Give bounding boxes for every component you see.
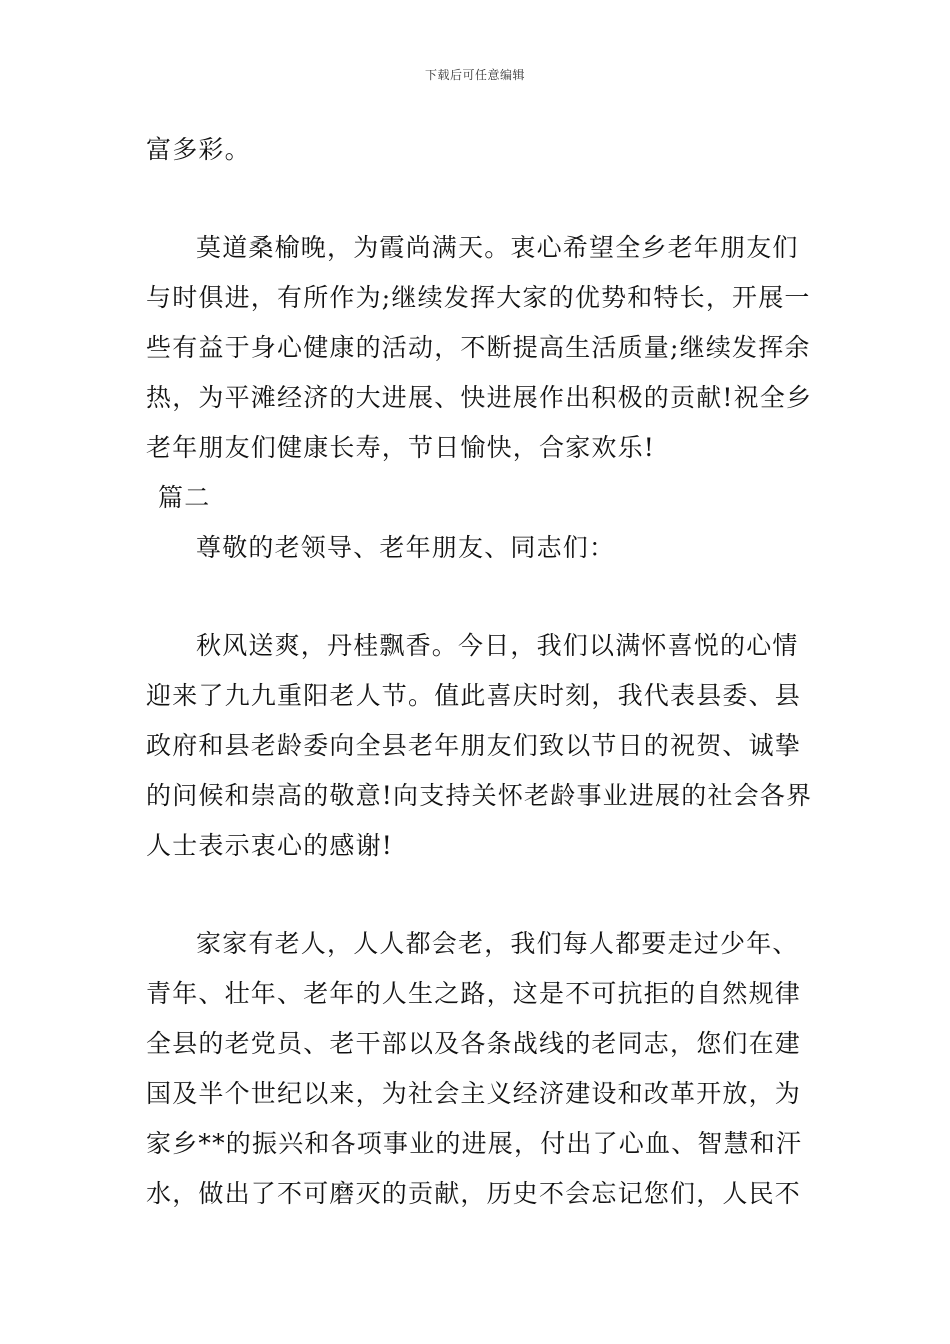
text-line: 的问候和崇高的敬意!向支持关怀老龄事业进展的社会各界 (146, 781, 813, 810)
paragraph-start-line: 家家有老人，人人都会老，我们每人都要走过少年、 (196, 929, 799, 958)
text-line: 青年、壮年、老年的人生之路，这是不可抗拒的自然规律 (146, 979, 802, 1008)
text-line: 政府和县老龄委向全县老年朋友们致以节日的祝贺、诚挚 (146, 731, 802, 760)
text-line: 些有益于身心健康的活动，不断提高生活质量;继续发挥余 (146, 333, 811, 362)
text-line: 国及半个世纪以来，为社会主义经济建设和改革开放，为 (146, 1079, 802, 1108)
text-line: 家乡**的振兴和各项事业的进展，付出了心血、智慧和汗 (146, 1129, 803, 1158)
text-line: 与时俱进，有所作为;继续发挥大家的优势和特长，开展一 (146, 283, 811, 312)
text-line: 人士表示衷心的感谢! (146, 831, 394, 860)
text-line: 热，为平滩经济的大进展、快进展作出积极的贡献!祝全乡 (146, 383, 813, 412)
page-header-note: 下载后可任意编辑 (424, 68, 525, 82)
text-line: 全县的老党员、老干部以及各条战线的老同志，您们在建 (146, 1029, 802, 1058)
salutation-line: 尊敬的老领导、老年朋友、同志们： (196, 533, 616, 562)
text-line: 水，做出了不可磨灭的贡献，历史不会忘记您们，人民不 (146, 1179, 802, 1208)
section-heading: 篇二 (158, 483, 211, 512)
text-line: 迎来了九九重阳老人节。值此喜庆时刻，我代表县委、县 (146, 681, 802, 710)
text-line: 老年朋友们健康长寿，节日愉快，合家欢乐! (146, 433, 656, 462)
paragraph-start-line: 莫道桑榆晚，为霞尚满天。衷心希望全乡老年朋友们 (196, 233, 799, 262)
paragraph-start-line: 秋风送爽，丹桂飘香。今日，我们以满怀喜悦的心情 (196, 631, 799, 660)
text-line: 富多彩。 (146, 135, 251, 164)
